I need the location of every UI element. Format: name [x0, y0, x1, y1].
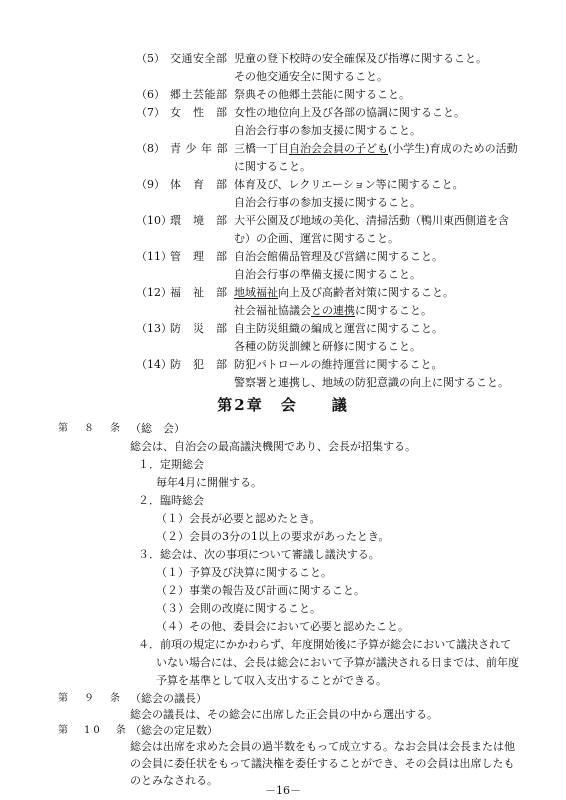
dept-num: （6）	[136, 88, 165, 101]
dept-desc-part: 社会福祉協議会	[234, 304, 311, 317]
underlined-text: 地域福祉	[234, 286, 278, 299]
article-item-text: いない場合には、会長は総会において予算が議決される日までは、前年度	[156, 656, 519, 669]
underlined-text: 自治会会員の子ども	[289, 142, 388, 155]
article-subitem: （１）予算及び決算に関すること。	[156, 566, 332, 579]
article-number: 第 ８ 条	[58, 423, 123, 434]
dept-name: 青 少 年 部	[170, 142, 228, 155]
dept-desc-part: に関すること。	[355, 304, 432, 317]
dept-desc-cont: 自治会行事の参加支援に関すること。	[234, 124, 421, 137]
dept-name: 郷土芸能部	[170, 88, 228, 101]
dept-desc-part: 三橋一丁目	[234, 142, 289, 155]
dept-name: 管 理 部	[170, 250, 228, 263]
dept-desc: 女性の地位向上及び各部の協調に関すること。	[234, 106, 465, 119]
dept-name: 福 祉 部	[170, 286, 228, 299]
article-subitem: （２）会員の3分の1以上の要求があったとき。	[156, 530, 390, 543]
dept-num: （12）	[136, 286, 172, 299]
dept-num: （14）	[136, 358, 172, 371]
article-title: （総会の定足数）	[130, 724, 218, 737]
underlined-text: との連携	[311, 304, 355, 317]
dept-desc: 自主防災組織の編成と運営に関すること。	[234, 322, 443, 335]
dept-desc: 児童の登下校時の安全確保及び指導に関すること。	[234, 52, 487, 65]
article-item: ２．臨時総会	[138, 494, 204, 507]
dept-desc	[234, 286, 454, 300]
article-text: 総会の議長は、その総会に出席した正会員の中から選出する。	[130, 708, 438, 721]
dept-num: （10）	[136, 214, 172, 227]
article-title: （総 会）	[130, 422, 185, 435]
dept-desc-cont: 各種の防災訓練と研修に関すること。	[234, 340, 421, 353]
dept-desc-cont: む）の企画、運営に関すること。	[234, 232, 399, 245]
dept-desc-cont: に関すること。	[234, 160, 311, 173]
dept-name: 防 災 部	[170, 322, 228, 335]
page-number: －16－	[265, 784, 301, 797]
article-item-text: 毎年4月に開催する。	[156, 476, 262, 489]
dept-desc-cont: 自治会行事の参加支援に関すること。	[234, 196, 421, 209]
article-number: 第 10 条	[58, 725, 129, 736]
dept-num: （9）	[136, 178, 165, 191]
article-subitem: （１）会長が必要と認めたとき。	[156, 512, 321, 525]
dept-desc-part: (小学生)育成のための活動	[388, 142, 518, 155]
dept-desc-cont: 自治会行事の準備支援に関すること。	[234, 268, 421, 281]
dept-name: 体 育 部	[170, 178, 228, 191]
dept-num: （13）	[136, 322, 172, 335]
dept-name: 交通安全部	[170, 52, 228, 65]
dept-num: （11）	[136, 250, 172, 263]
dept-desc-cont: その他交通安全に関すること。	[234, 70, 388, 83]
article-item: ３．総会は、次の事項について審議し議決する。	[138, 548, 380, 561]
article-subitem: （２）事業の報告及び計画に関すること。	[156, 584, 365, 597]
dept-num: （8）	[136, 142, 165, 155]
dept-num: （7）	[136, 106, 165, 119]
article-number: 第 ９ 条	[58, 693, 123, 704]
article-subitem: （４）その他、委員会において必要と認めたこと。	[156, 620, 409, 633]
article-item: １．定期総会	[138, 458, 204, 471]
article-text: 総会は、自治会の最高議決機関であり、会長が招集する。	[130, 440, 416, 453]
dept-desc: 自治会館備品管理及び営繕に関すること。	[234, 250, 443, 263]
dept-desc: 大平公園及び地域の美化、清掃活動（鴨川東西側道を含	[234, 214, 509, 227]
dept-name: 環 境 部	[170, 214, 228, 227]
dept-desc: 体育及び、レクリエーション等に関すること。	[234, 178, 464, 191]
article-item-text: 予算を基準として収入支出することができる。	[156, 674, 387, 687]
dept-name: 女 性 部	[170, 106, 228, 119]
dept-desc-cont	[234, 304, 432, 318]
dept-desc-cont: 警察署と連携し、地域の防犯意識の向上に関すること。	[234, 376, 509, 389]
dept-desc: 祭典その他郷土芸能に関すること。	[234, 88, 410, 101]
dept-num: （5）	[136, 52, 165, 65]
dept-name: 防 犯 部	[170, 358, 228, 371]
article-paragraph: 総会は出席を求めた会員の過半数をもって成立する。なお会員は会長または他の会員に委任状をもって議決権を委任することができ、その会員は出席したものとみなされる。	[130, 740, 515, 787]
article-subitem: （３）会則の改廃に関すること。	[156, 602, 321, 615]
article-title: （総会の議長）	[130, 692, 207, 705]
chapter-title: 第2章 会 議	[217, 396, 349, 414]
article-item: ４．前項の規定にかかわらず、年度開始後に予算が総会において議決されて	[138, 638, 512, 651]
dept-desc: 防犯パトロールの維持運営に関すること。	[234, 358, 443, 371]
dept-desc	[234, 142, 518, 156]
dept-desc-part: 向上及び高齢者対策に関すること。	[278, 286, 454, 299]
